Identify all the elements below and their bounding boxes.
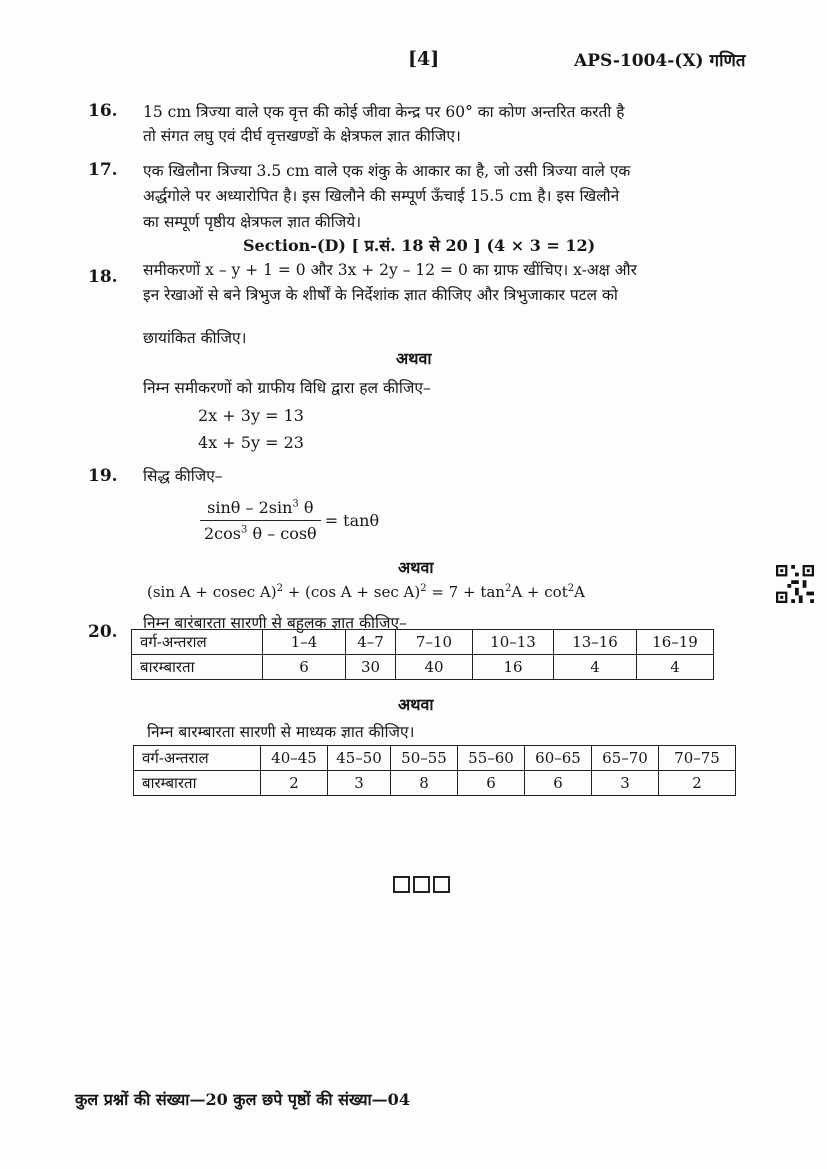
table-cell: 70–75 — [659, 746, 736, 771]
table-header-cell: बारम्बारता — [134, 771, 261, 796]
table-row — [134, 746, 736, 771]
table-row — [132, 655, 714, 680]
table-cell: 13–16 — [554, 630, 637, 655]
table-cell: 7–10 — [396, 630, 473, 655]
table-header-cell: वर्ग-अन्तराल — [134, 746, 261, 771]
page-number: [4] — [408, 48, 440, 70]
question-number-19: 19. — [88, 466, 118, 486]
table-header-cell: बारम्बारता — [132, 655, 263, 680]
question-number-17: 17. — [88, 160, 118, 180]
q18-line-2: इन रेखाओं से बने त्रिभुज के शीर्षों के निर्देशांक ज्ञात कीजिए और त्रिभुजाकार पटल को — [143, 286, 618, 304]
table-cell: 40 — [396, 655, 473, 680]
table-cell: 40–45 — [261, 746, 328, 771]
q19-denominator: $2\cos^3$ θ – cosθ — [200, 520, 321, 543]
q19-rhs: = tanθ — [324, 511, 380, 530]
q17-line-3: का सम्पूर्ण पृष्ठीय क्षेत्रफल ज्ञात कीजिये। — [143, 213, 362, 231]
table-cell: 16–19 — [637, 630, 714, 655]
table-cell: 10–13 — [473, 630, 554, 655]
q18-equation-2: 4x + 5y = 23 — [198, 433, 304, 452]
q19-line-1: सिद्ध कीजिए– — [143, 467, 223, 485]
table-header-cell: वर्ग-अन्तराल — [132, 630, 263, 655]
q17-line-1: एक खिलौना त्रिज्या 3.5 cm वाले एक शंकु के आकार का है, जो उसी त्रिज्या वाले एक — [143, 162, 631, 180]
table-cell: 55–60 — [458, 746, 525, 771]
table-cell: 8 — [391, 771, 458, 796]
end-marker-boxes — [393, 876, 450, 893]
q18-line-3: छायांकित कीजिए। — [143, 329, 247, 347]
mode-frequency-table — [131, 629, 714, 680]
q19-numerator: sinθ – $2\sin^3$ θ — [207, 498, 314, 517]
q19-identity — [200, 498, 379, 543]
question-number-18: 18. — [88, 267, 118, 287]
end-marker-box — [433, 876, 450, 893]
table-cell: 60–65 — [525, 746, 592, 771]
section-d-heading: Section-(D) [ प्र.सं. 18 से 20 ] (4 × 3 = 12) — [243, 236, 596, 255]
q16-line-2: तो संगत लघु एवं दीर्घ वृत्तखण्डों के क्षेत्रफल ज्ञात कीजिए। — [143, 127, 461, 145]
q19-alt-identity: (sin A + cosec A)$^2$ + (cos $A + \sec A)^2 = 7 + \tan^2A + \cot^2A$ — [147, 583, 585, 601]
paper-code: APS-1004-(X) गणित — [574, 51, 746, 71]
question-number-16: 16. — [88, 101, 118, 121]
table-cell: 6 — [525, 771, 592, 796]
table-cell: 4–7 — [346, 630, 396, 655]
page-footer: कुल प्रश्नों की संख्या—20 कुल छपे पृष्ठों की संख्या—04 — [75, 1090, 410, 1109]
end-marker-box — [413, 876, 430, 893]
table-cell: 4 — [637, 655, 714, 680]
median-frequency-table — [133, 745, 736, 796]
q18-alt-line: निम्न समीकरणों को ग्राफीय विधि द्वारा हल कीजिए– — [143, 379, 431, 397]
q19-or: अथवा — [398, 558, 434, 577]
q20-line-1: निम्न बारंबारता सारणी से बहुलक ज्ञात कीजिए– — [143, 614, 407, 632]
table-row — [132, 630, 714, 655]
table-cell: 4 — [554, 655, 637, 680]
table-cell: 45–50 — [328, 746, 391, 771]
table-cell: 2 — [261, 771, 328, 796]
q18-line-1: समीकरणों x – y + 1 = 0 और 3x + 2y – 12 = 0 का ग्राफ खींचिए। x-अक्ष और — [143, 261, 637, 279]
q18-or: अथवा — [396, 349, 432, 368]
table-row — [134, 771, 736, 796]
table-cell: 3 — [328, 771, 391, 796]
qr-code — [776, 565, 814, 603]
q20-alt-line: निम्न बारम्बारता सारणी से माध्यक ज्ञात कीजिए। — [147, 723, 415, 741]
end-marker-box — [393, 876, 410, 893]
q20-or: अथवा — [398, 695, 434, 714]
table-cell: 2 — [659, 771, 736, 796]
table-cell: 30 — [346, 655, 396, 680]
table-cell: 16 — [473, 655, 554, 680]
q18-equation-1: 2x + 3y = 13 — [198, 406, 304, 425]
table-cell: 6 — [263, 655, 346, 680]
table-cell: 3 — [592, 771, 659, 796]
q17-line-2: अर्द्धगोले पर अध्यारोपित है। इस खिलौने की सम्पूर्ण ऊँचाई 15.5 cm है। इस खिलौने — [143, 187, 620, 205]
question-number-20: 20. — [88, 622, 118, 642]
table-cell: 50–55 — [391, 746, 458, 771]
table-cell: 1–4 — [263, 630, 346, 655]
table-cell: 65–70 — [592, 746, 659, 771]
table-cell: 6 — [458, 771, 525, 796]
q16-line-1: 15 cm त्रिज्या वाले एक वृत्त की कोई जीवा केन्द्र पर 60° का कोण अन्तरित करती है — [143, 103, 625, 121]
